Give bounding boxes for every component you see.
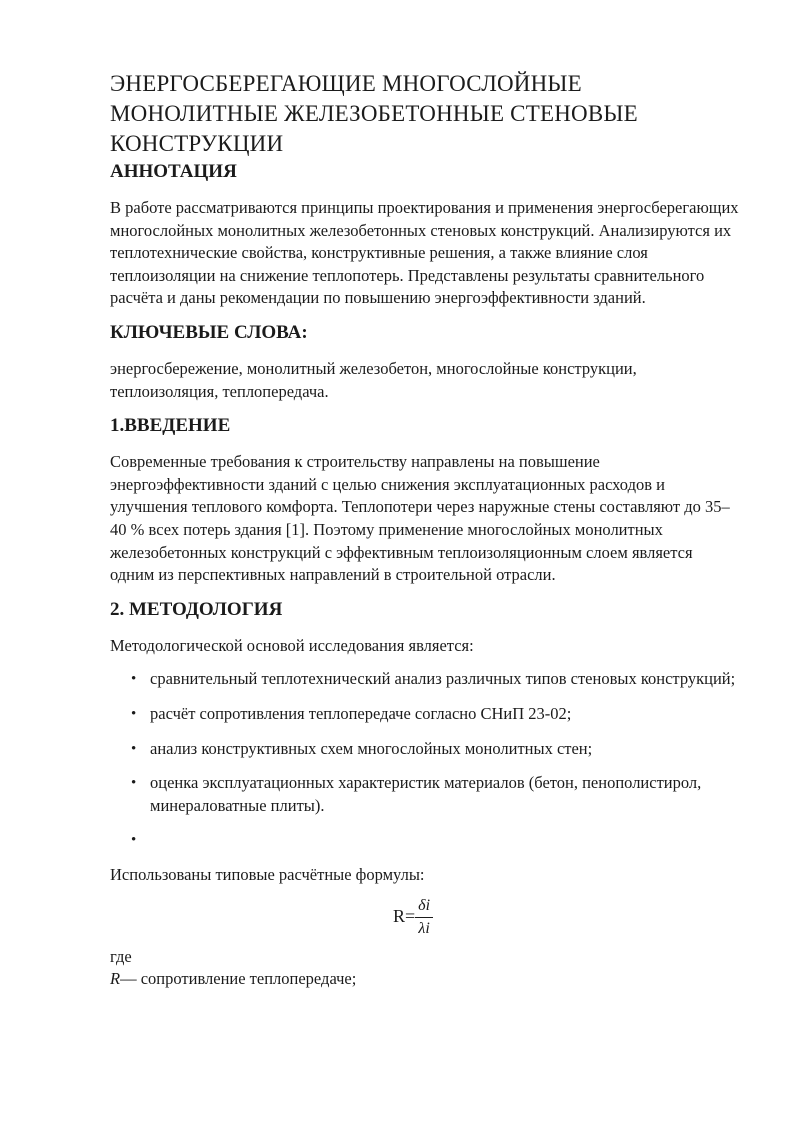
list-item-text: расчёт сопротивления теплопередаче согласно СНиП 23-02; bbox=[150, 703, 572, 723]
where-label: где bbox=[110, 946, 132, 966]
list-item bbox=[150, 738, 740, 761]
formula-fraction bbox=[415, 896, 433, 937]
list-item bbox=[150, 772, 740, 817]
abstract-heading: АННОТАЦИЯ bbox=[110, 161, 237, 182]
where-symbol: R bbox=[110, 969, 121, 989]
formulas-lead: Использованы типовые расчётные формулы: bbox=[110, 864, 425, 884]
formula-heat-resistance bbox=[110, 896, 716, 937]
list-item-text: анализ конструктивных схем многослойных монолитных стен; bbox=[150, 738, 593, 758]
where-definition bbox=[110, 968, 740, 991]
list-item-text: оценка эксплуатационных характеристик материалов (бетон, пенополистирол, минераловатные плиты). bbox=[150, 773, 702, 815]
keywords-paragraph: энергосбережение, монолитный железобетон, многослойные конструкции, теплоизоляция, теплопередача. bbox=[110, 358, 637, 401]
formula-denominator: λi bbox=[418, 919, 430, 937]
formula-legend bbox=[110, 946, 740, 991]
abstract-paragraph: В работе рассматриваются принципы проектирования и применения энергосберегающих многослойных монолитных железобетонных стеновых конструкций. Анализируются их теплотехнические свойства, конструктивные решения, а также влияние слоя теплоизоляции на снижение теплопотерь. Представлены результаты сравнительного расчёта и даны рекомендации по повышению энергоэффективности зданий. bbox=[110, 198, 739, 308]
introduction-paragraph: Современные требования к строительству направлены на повышение энергоэффективности зданий с целью снижения эксплуатационных расходов и улучшения теплового комфорта. Теплопотери через наружные стены составляют до 35–40 % всех потерь здания [1]. Поэтому применение многослойных монолитных железобетонных конструкций с эффективным теплоизоляционным слоем является одним из перспективных направлений в строительной отрасли. bbox=[110, 452, 730, 585]
keywords-heading: КЛЮЧЕВЫЕ СЛОВА: bbox=[110, 321, 308, 343]
methodology-heading: 2. МЕТОДОЛОГИЯ bbox=[110, 598, 283, 620]
methodology-lead: Методологической основой исследования является: bbox=[110, 635, 474, 655]
where-text: — сопротивление теплопередаче; bbox=[120, 969, 357, 989]
list-item-empty bbox=[150, 829, 740, 852]
formula-numerator: δi bbox=[415, 896, 433, 917]
methodology-bullet-list bbox=[110, 668, 740, 852]
list-item bbox=[150, 703, 740, 726]
list-item bbox=[150, 668, 740, 691]
list-item-text: сравнительный теплотехнический анализ различных типов стеновых конструкций; bbox=[150, 669, 736, 689]
introduction-heading: 1.ВВЕДЕНИЕ bbox=[110, 415, 231, 437]
formula-lhs: R= bbox=[392, 906, 416, 927]
paper-title: ЭНЕРГОСБЕРЕГАЮЩИЕ МНОГОСЛОЙНЫЕ МОНОЛИТНЫЕ ЖЕЛЕЗОБЕТОННЫЕ СТЕНОВЫЕ КОНСТРУКЦИИ bbox=[110, 71, 638, 156]
